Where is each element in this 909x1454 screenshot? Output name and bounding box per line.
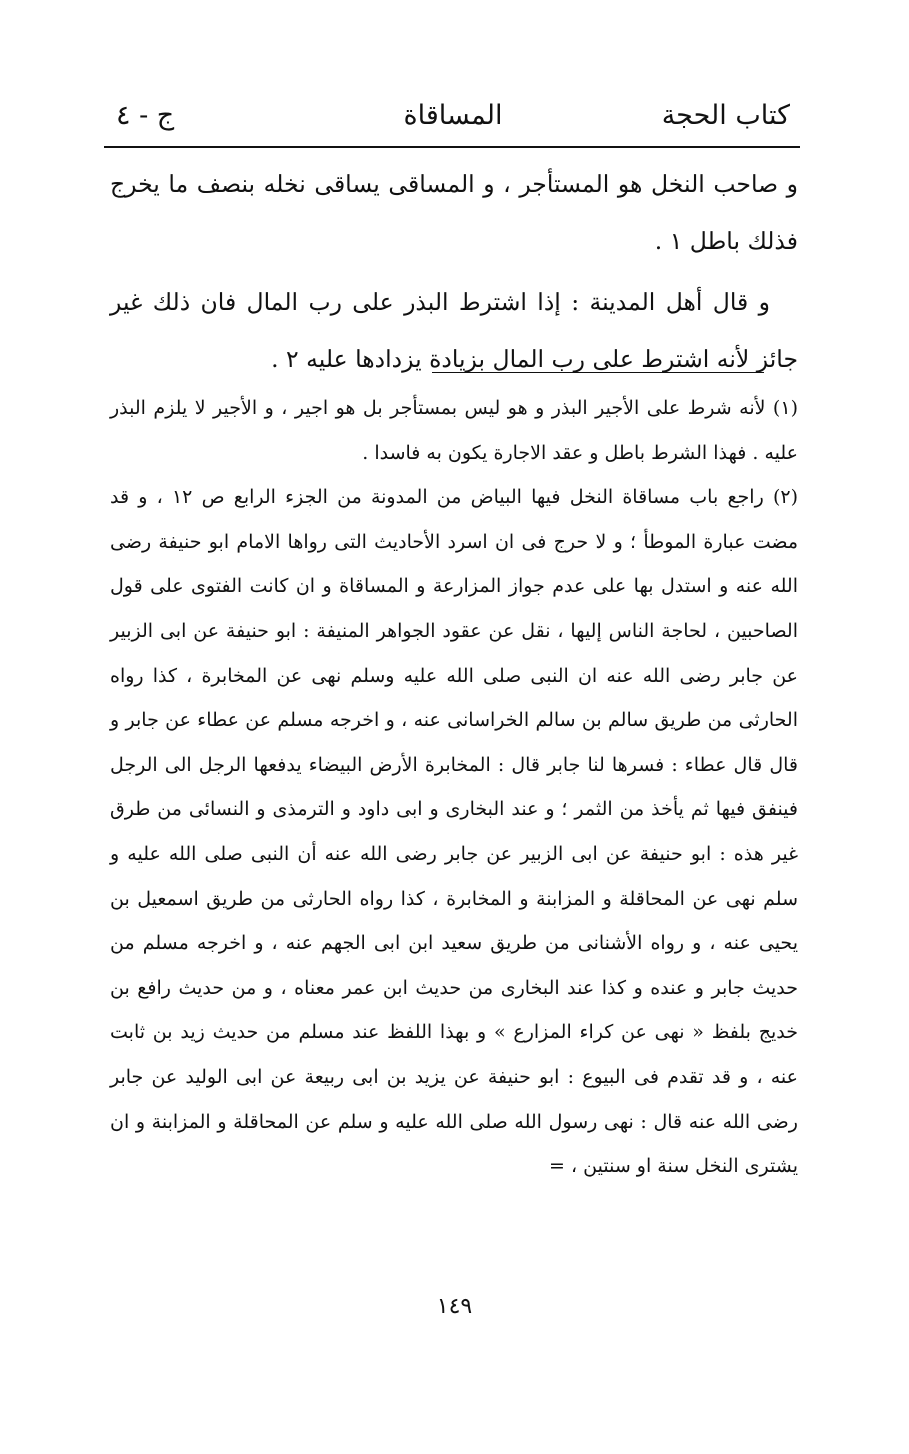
footnote-rule [432, 372, 764, 373]
footnote-2: (٢) راجع باب مساقاة النخل فيها البياض من المدونة من الجزء الرابع ص ١٢ ، و قد مضت عبارة الموطأ ؛ و لا حرج فى ان اسرد الأحاديث التى رواها الامام ابو حنيفة رضى الله عنه و استدل بها على عدم جواز المزارعة و المساقاة و ان كانت الفتوى على قول الصاحبين ، لحاجة الناس إليها ، نقل عن عقود الجواهر المنيفة : ابو حنيفة عن ابى الزبير عن جابر رضى الله عنه ان النبى صلى الله عليه وسلم نهى عن المخابرة ، كذا رواه الحارثى من طريق سالم بن سالم الخراسانى عنه ، و اخرجه مسلم عن عطاء عن جابر و قال قال عطاء : فسرها لنا جابر قال : المخابرة الأرض البيضاء يدفعها الرجل الى الرجل فينفق فيها ثم يأخذ من الثمر ؛ و عند البخارى و ابى داود و الترمذى و النسائى من طرق غير هذه : ابو حنيفة عن ابى الزبير عن جابر رضى الله عنه أن النبى صلى الله عليه و سلم نهى عن المحاقلة و المزابنة و المخابرة ، كذا رواه الحارثى من طريق اسمعيل بن يحيى عنه ، و رواه الأشنانى من طريق سعيد ابن ابى الجهم عنه ، و اخرجه مسلم من حديث جابر و عنده و كذا عند البخارى من حديث ابن عمر معناه ، و من حديث رافع بن خديج بلفظ « نهى عن كراء المزارع » و بهذا اللفظ عند مسلم من حديث زيد بن ثابت عنه ، و قد تقدم فى البيوع : ابو حنيفة عن يزيد بن ابى ربيعة عن ابى الوليد عن جابر رضى الله عنه قال : نهى رسول الله صلى الله عليه و سلم عن المحاقلة و المزابنة و ان يشترى النخل سنة او سنتين ، = [110, 486, 799, 1178]
footnotes [110, 386, 798, 1189]
header-rule [104, 146, 800, 148]
footnote-1: (١) لأنه شرط على الأجير البذر و هو ليس بمستأجر بل هو اجير ، و الأجير لا يلزم البذر عليه . فهذا الشرط باطل و عقد الاجارة يكون به فاسدا . [110, 397, 798, 464]
page-number: ١٤٩ [436, 1294, 473, 1319]
volume-label: ج - ٤ [116, 100, 175, 131]
body-paragraph: و قال أهل المدينة : إذا اشترط البذر على رب المال فان ذلك غير جائز لأنه اشترط على رب المال بزيادة يزدادها عليه ٢ . [110, 288, 798, 373]
page-header [108, 96, 798, 144]
chapter-title: المساقاة [403, 100, 503, 131]
book-title: كتاب الحجة [661, 100, 790, 131]
main-text [110, 156, 798, 392]
body-paragraph: و صاحب النخل هو المستأجر ، و المساقى يساقى نخله بنصف ما يخرج فذلك باطل ١ . [110, 170, 798, 255]
